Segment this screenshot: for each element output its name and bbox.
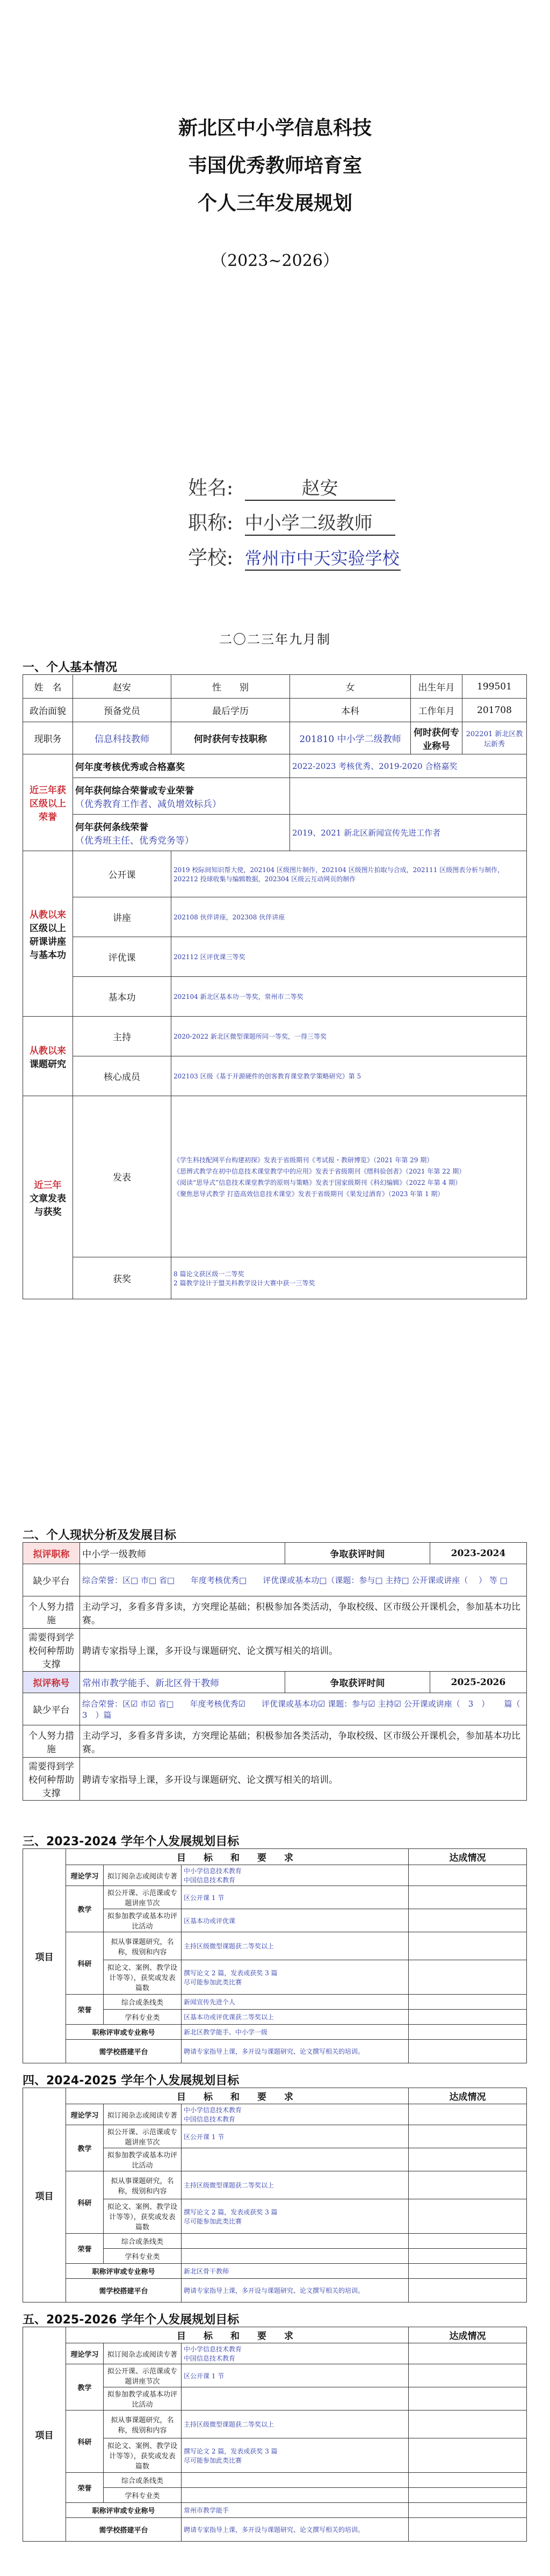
plan-value: 区公开课 1 节 (182, 2125, 409, 2148)
plan-done (409, 1865, 527, 1886)
school-value: 常州市中天实验学校 (245, 545, 401, 571)
plan-value: 新北区教学能手、中小学一级 (182, 2025, 409, 2040)
plan-group: 荣誉 (66, 2473, 104, 2503)
block1-short-label: 缺少平台 (23, 1564, 80, 1596)
plan-item: 拟订阅杂志或阅读专著 (104, 2343, 182, 2364)
plan-done (409, 2518, 527, 2542)
plan-item: 学科专业类 (104, 2249, 182, 2264)
activity-type: 公开课 (73, 851, 171, 897)
cover-title-row (188, 508, 395, 536)
research-label (23, 1017, 73, 1096)
plan-done (409, 2488, 527, 2503)
cell-value: 预备党员 (73, 699, 171, 722)
plan-value: 新闻宣传先进个人 (182, 1995, 409, 2010)
cell-value: 201810 中小学二级教师 (290, 722, 411, 754)
plan-row (23, 2104, 527, 2125)
plan-row (23, 1886, 527, 1909)
cell-label: 工作年月 (411, 699, 462, 722)
plan-item: 拟从事课题研究，名称，级别和内容 (104, 2410, 182, 2438)
cell-label: 现职务 (23, 722, 73, 754)
honor-2-label: 何年获何综合荣誉或专业荣誉 (75, 785, 194, 796)
plan-value: 聘请专家指导上课，多开设与课题研究、论文撰写相关的培训。 (182, 2518, 409, 2542)
plan-group: 需学校搭建平台 (66, 2279, 182, 2302)
plan-done (409, 2387, 527, 2410)
activity-type: 讲座 (73, 897, 171, 937)
plan-group: 科研 (66, 1932, 104, 1995)
basic-info-table (23, 674, 527, 1299)
cell-label: 最后学历 (171, 699, 290, 722)
plan-done (409, 2438, 527, 2473)
plan-3-heading: 五、2025-2026 学年个人发展规划目标 (23, 2313, 240, 2327)
block1-time-value: 2023-2024 (430, 1543, 527, 1564)
plan-done (409, 2473, 527, 2488)
plan-done (409, 2410, 527, 2438)
plan-value: 聘请专家指导上课，多开设与课题研究、论文撰写相关的培训。 (182, 2040, 409, 2063)
cell-label: 何时获何专技职称 (171, 722, 290, 754)
plan-done (409, 2199, 527, 2234)
project-label: 项目 (23, 2088, 66, 2302)
plan-1-heading: 三、2023-2024 学年个人发展规划目标 (23, 1835, 240, 1848)
plan-row (23, 2171, 527, 2199)
honor-2-sub: （优秀教育工作者、减负增效标兵） (75, 798, 221, 810)
research-value: 2020-2022 新北区微型课题所同一等奖，一得三等奖 (171, 1017, 527, 1056)
plan-group: 理论学习 (66, 1865, 104, 1886)
block2-time-label: 争取获评时间 (285, 1672, 430, 1693)
block1-effort-label: 个人努力措施 (23, 1596, 80, 1629)
plan-group: 需学校搭建平台 (66, 2040, 182, 2063)
award-item: 8 篇论文获区级一二等奖 (173, 1270, 244, 1278)
research-label-red: 从教以来 (30, 1045, 66, 1056)
section-1-heading: 一、个人基本情况 (23, 661, 118, 674)
activity-label-black: 区级以上研课讲座与基本功 (30, 923, 66, 961)
activity-type: 评优课 (73, 937, 171, 977)
activity-label-red: 从教以来 (30, 909, 66, 920)
plan-table (23, 2327, 527, 2542)
plan-done (409, 1886, 527, 1909)
cell-label: 姓 名 (23, 675, 73, 699)
plan-done (409, 2364, 527, 2387)
cell-label: 出生年月 (411, 675, 462, 699)
plan-done (409, 2171, 527, 2199)
published-list (171, 1096, 527, 1257)
block2-label: 拟评称号 (23, 1672, 80, 1693)
awards-label: 获奖 (73, 1257, 171, 1299)
plan-row (23, 2264, 527, 2279)
job-title-label: 职称: (188, 512, 234, 534)
plan-group: 职称评审或专业称号 (66, 2264, 182, 2279)
block1-effort-value: 主动学习，多看多背多读，方突理论基础；积极参加各类活动，争取校级、区市级公开课机会，参加基本功比赛。 (80, 1596, 527, 1629)
block2-time-value: 2025-2026 (430, 1672, 527, 1693)
block1-value: 中小学一级教师 (80, 1543, 285, 1564)
paper-label-black: 文章发表与获奖 (30, 1193, 66, 1218)
honor-2-value (290, 778, 527, 815)
plan-done (409, 2279, 527, 2302)
block2-help-value: 聘请专家指导上课，多开设与课题研究、论文撰写相关的培训。 (80, 1758, 527, 1801)
research-value: 202103 区级《基于开源硬件的创客教育课堂教学策略研究》第 5 (171, 1056, 527, 1096)
plan-value: 中小学信息技术教育 中国信息技术教育 (182, 2104, 409, 2125)
status-table (23, 1542, 527, 1801)
school-label: 学校: (188, 547, 234, 569)
plan-done (409, 2010, 527, 2025)
cell-value: 女 (290, 675, 411, 699)
cover-school-row (188, 543, 401, 571)
plan-done (409, 1932, 527, 1960)
awards-list (171, 1257, 527, 1299)
plan-done (409, 2104, 527, 2125)
project-label: 项目 (23, 1849, 66, 2063)
plan-item: 拟从事课题研究，名称，级别和内容 (104, 1932, 182, 1960)
block2-help-label: 需要得到学校何种帮助支撑 (23, 1758, 80, 1801)
honor-label (23, 754, 73, 851)
plan-2-heading: 四、2024-2025 学年个人发展规划目标 (23, 2074, 240, 2088)
done-header: 达成情况 (409, 1849, 527, 1865)
plan-value: 聘请专家指导上课，多开设与课题研究、论文撰写相关的培训。 (182, 2279, 409, 2302)
plan-group: 职称评审或专业称号 (66, 2503, 182, 2518)
name-value: 赵安 (245, 473, 395, 501)
plan-table (23, 2088, 527, 2302)
cell-value: 信息科技教师 (73, 722, 171, 754)
section-2-heading: 二、个人现状分析及发展目标 (23, 1529, 177, 1542)
block1-help-value: 聘请专家指导上课，多开设与课题研究、论文撰写相关的培训。 (80, 1629, 527, 1672)
published-item: 《聚焦思导式教学 打造高效信息技术课堂》发表于省级期刊《果发过酒育》（2023 年第 1 期） (173, 1190, 444, 1198)
plan-row (23, 2040, 527, 2063)
plan-value (182, 2387, 409, 2410)
plan-item: 综合或条线类 (104, 2234, 182, 2249)
plan-row (23, 2025, 527, 2040)
plan-group: 荣誉 (66, 2234, 104, 2264)
activity-value: 202104 新北区基本功一等奖，常州市二等奖 (171, 977, 527, 1017)
plan-value: 新北区骨干教师 (182, 2264, 409, 2279)
job-title-value: 中小学二级教师 (245, 508, 395, 536)
plan-group: 荣誉 (66, 1995, 104, 2025)
plan-item: 拟公开课、示范课或专题讲座节次 (104, 2125, 182, 2148)
plan-value (182, 2488, 409, 2503)
research-label-black: 课题研究 (30, 1059, 66, 1070)
plan-done (409, 2025, 527, 2040)
name-label: 姓名: (188, 477, 234, 499)
honor-3-sub: （优秀班主任、优秀党务等） (75, 835, 194, 846)
plan-row (23, 2364, 527, 2387)
research-type: 主持 (73, 1017, 171, 1056)
plan-group: 教学 (66, 1886, 104, 1932)
cell-label: 何时获何专业称号 (411, 722, 462, 754)
plan-item: 拟从事课题研究，名称，级别和内容 (104, 2171, 182, 2199)
plan-value: 撰写论文 2 篇，发表或获奖 3 篇 尽可能参加此类比赛 (182, 1960, 409, 1995)
plan-group: 职称评审或专业称号 (66, 2025, 182, 2040)
plan-value (182, 2148, 409, 2171)
honor-label-text: 近三年获区级以上荣誉 (30, 785, 66, 823)
done-header: 达成情况 (409, 2327, 527, 2343)
plan-item: 拟论文、案例、教学设计等等），获奖或发表篇数 (104, 1960, 182, 1995)
plan-value: 主持区级微型课题获二等奖以上 (182, 2171, 409, 2199)
cover-years: （2023~2026） (211, 251, 339, 270)
cover-name-row (188, 473, 395, 501)
plan-value: 撰写论文 2 篇，发表或获奖 3 篇 尽可能参加此类比赛 (182, 2199, 409, 2234)
plan-value: 中小学信息技术教育 中国信息技术教育 (182, 2343, 409, 2364)
honor-3-value: 2019、2021 新北区新闻宣传先进工作者 (290, 815, 527, 851)
block2-short-value: 综合荣誉：区☑ 市☑ 省□ 年度考核优秀☑ 评优课或基本功☑ 课题：参与☑ 主持☑ 公开课或讲座（ 3 ） 篇（ 3 ）篇 (80, 1693, 527, 1725)
plan-row (23, 1995, 527, 2010)
plan-value (182, 2249, 409, 2264)
plan-value (182, 2234, 409, 2249)
plan-row (23, 2410, 527, 2438)
block2-effort-label: 个人努力措施 (23, 1725, 80, 1758)
activity-value: 202112 区评优课三等奖 (171, 937, 527, 977)
plan-group: 教学 (66, 2364, 104, 2410)
plan-row (23, 1865, 527, 1886)
block1-label: 拟评职称 (23, 1543, 80, 1564)
cell-value: 本科 (290, 699, 411, 722)
plan-done (409, 2249, 527, 2264)
plan-item: 综合或条线类 (104, 2473, 182, 2488)
project-label: 项目 (23, 2327, 66, 2542)
plan-item: 拟公开课、示范课或专题讲座节次 (104, 2364, 182, 2387)
plan-done (409, 2264, 527, 2279)
plan-item: 拟订阅杂志或阅读专著 (104, 1865, 182, 1886)
plan-value: 中小学信息技术教育 中国信息技术教育 (182, 1865, 409, 1886)
target-header: 目 标 和 要 求 (66, 2088, 409, 2104)
plan-done (409, 1995, 527, 2010)
activity-label (23, 851, 73, 1017)
plan-value: 区公开课 1 节 (182, 1886, 409, 1909)
plan-row (23, 1932, 527, 1960)
target-header: 目 标 和 要 求 (66, 1849, 409, 1865)
done-header: 达成情况 (409, 2088, 527, 2104)
plan-done (409, 2343, 527, 2364)
activity-value: 202108 伙伴讲座，202308 伙伴讲座 (171, 897, 527, 937)
cover-title-line-3: 个人三年发展规划 (197, 192, 352, 214)
honor-1-label: 何年度考核优秀或合格嘉奖 (73, 754, 290, 778)
plan-row (23, 2518, 527, 2542)
plan-done (409, 2040, 527, 2063)
plan-value: 常州市教学能手 (182, 2503, 409, 2518)
cell-value: 赵安 (73, 675, 171, 699)
plan-group: 科研 (66, 2410, 104, 2473)
plan-row (23, 2279, 527, 2302)
cover-date: 二〇二三年九月制 (219, 632, 331, 647)
block2-effort-value: 主动学习，多看多背多读，方突理论基础；积极参加各类活动，争取校级、区市级公开课机会，参加基本功比赛。 (80, 1725, 527, 1758)
plan-done (409, 1960, 527, 1995)
cell-value: 201708 (462, 699, 527, 722)
block2-value: 常州市教学能手、新北区骨干教师 (80, 1672, 285, 1693)
published-item: 《思辨式教学在初中信息技术课堂教学中的应用》发表于省级期刊《缙科验创者》（2021 年第 22 期） (173, 1167, 466, 1175)
plan-item: 拟参加教学或基本功评比活动 (104, 1909, 182, 1932)
plan-item: 拟订阅杂志或阅读专著 (104, 2104, 182, 2125)
plan-group: 教学 (66, 2125, 104, 2171)
published-item: 《学生科技配网平台构建初探》发表于省级期刊《考试报・教研博览》（2021 年第 29 期） (173, 1156, 433, 1164)
plan-item: 学科专业类 (104, 2010, 182, 2025)
plan-value: 区基本功或评优课 (182, 1909, 409, 1932)
paper-label (23, 1096, 73, 1299)
honor-1-value: 2022-2023 考核优秀、2019-2020 合格嘉奖 (290, 754, 527, 778)
plan-value: 主持区级微型课题获二等奖以上 (182, 2410, 409, 2438)
paper-label-red: 近三年 (34, 1180, 62, 1191)
plan-row (23, 2125, 527, 2148)
plan-table (23, 1848, 527, 2063)
honor-3-label: 何年获何条线荣誉 (75, 822, 148, 833)
published-item: 《阅读“思导式”信息技术课堂教学的原则与策略》发表于国家级期刊《科幻编辑》（2022 年第 4 期） (173, 1178, 461, 1186)
plan-row (23, 2473, 527, 2488)
plan-done (409, 1909, 527, 1932)
cell-value: 199501 (462, 675, 527, 699)
award-item: 2 篇教学设计于盟关科教学设计大赛中获一三等奖 (173, 1279, 315, 1287)
cell-label: 政治面貌 (23, 699, 73, 722)
plan-value: 撰写论文 2 篇，发表或获奖 3 篇 尽可能参加此类比赛 (182, 2438, 409, 2473)
plan-group: 科研 (66, 2171, 104, 2234)
honor-3-cell (73, 815, 290, 851)
block1-help-label: 需要得到学校何种帮助支撑 (23, 1629, 80, 1672)
cover-title-line-1: 新北区中小学信息科技 (178, 117, 372, 139)
plan-done (409, 2234, 527, 2249)
plan-group: 理论学习 (66, 2104, 104, 2125)
plan-row (23, 2234, 527, 2249)
activity-type: 基本功 (73, 977, 171, 1017)
plan-item: 拟参加教学或基本功评比活动 (104, 2387, 182, 2410)
plan-item: 综合或条线类 (104, 1995, 182, 2010)
plan-value: 主持区级微型课题获二等奖以上 (182, 1932, 409, 1960)
target-header: 目 标 和 要 求 (66, 2327, 409, 2343)
published-label: 发表 (73, 1096, 171, 1257)
plan-value: 区基本功或评优课获二等奖以上 (182, 2010, 409, 2025)
plan-item: 学科专业类 (104, 2488, 182, 2503)
plan-row (23, 2343, 527, 2364)
honor-2-cell (73, 778, 290, 815)
cover-title-line-2: 韦国优秀教师培育室 (187, 155, 362, 177)
plan-group: 需学校搭建平台 (66, 2518, 182, 2542)
plan-item: 拟论文、案例、教学设计等等），获奖或发表篇数 (104, 2438, 182, 2473)
plan-group: 理论学习 (66, 2343, 104, 2364)
block1-time-label: 争取获评时间 (285, 1543, 430, 1564)
plan-done (409, 2125, 527, 2148)
plan-item: 拟公开课、示范课或专题讲座节次 (104, 1886, 182, 1909)
activity-value: 2019 校际间知识帮大使，202104 区级图片制作，202104 区级图片拍取与合成，202111 区级图表分析与制作，202212 投球收集与编辑数据，202304 区级云互动网页的制作 (171, 851, 527, 897)
block1-short-value: 综合荣誉：区□ 市□ 省□ 年度考核优秀□ 评优课或基本功□（课题：参与□ 主持□ 公开课或讲座（ ） 等 □ (80, 1564, 527, 1596)
cell-value: 202201 新北区教坛新秀 (462, 722, 527, 754)
plan-item: 拟论文、案例、教学设计等等），获奖或发表篇数 (104, 2199, 182, 2234)
plan-row (23, 2503, 527, 2518)
plan-value (182, 2473, 409, 2488)
plan-done (409, 2503, 527, 2518)
research-type: 核心成员 (73, 1056, 171, 1096)
cell-label: 性 别 (171, 675, 290, 699)
plan-done (409, 2148, 527, 2171)
plan-value: 区公开课 1 节 (182, 2364, 409, 2387)
block2-short-label: 缺少平台 (23, 1693, 80, 1725)
plan-item: 拟参加教学或基本功评比活动 (104, 2148, 182, 2171)
